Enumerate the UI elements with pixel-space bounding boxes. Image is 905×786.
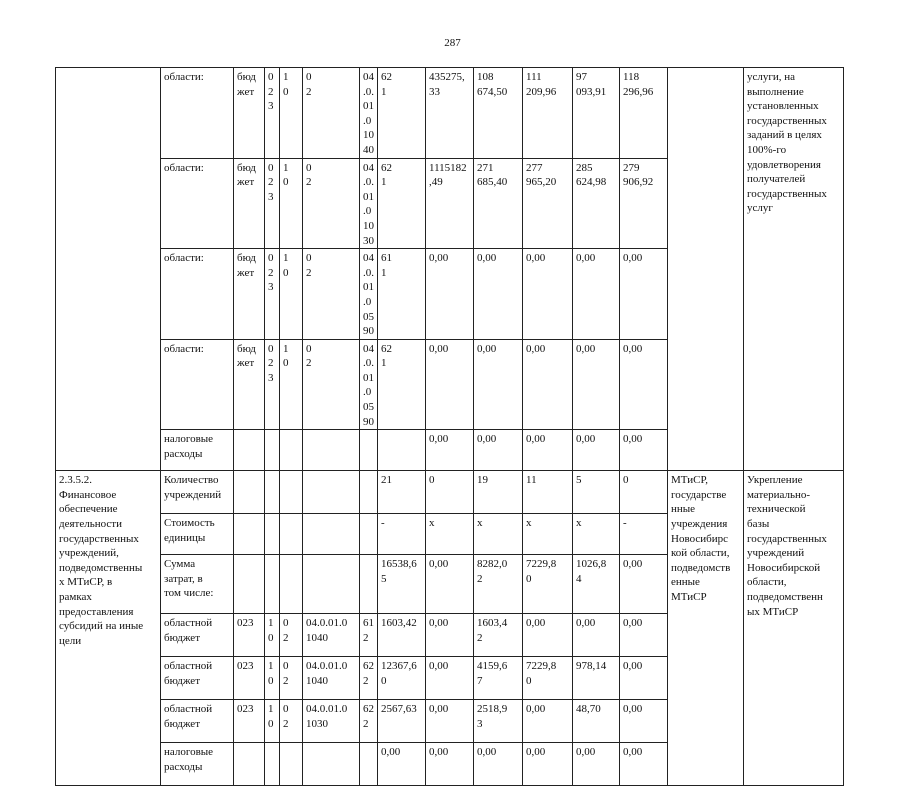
pr-code-cell: 0 2 — [280, 614, 303, 657]
pr-code-cell: 1 0 — [280, 68, 303, 159]
total-cell: 2567,63 — [378, 700, 426, 743]
year-value-cell: 19 — [474, 471, 523, 514]
pr-code-cell: 0 2 — [280, 657, 303, 700]
gr-code-cell: бюджет — [234, 68, 265, 159]
cs-code-cell: 0 2 — [303, 68, 360, 159]
expected-result-cell: Укрепление материально- технической базы государственных учреждений Новосибирской области, подведомственн ых МТиСР — [744, 471, 844, 786]
vr-code-cell — [360, 471, 378, 514]
year-value-cell: 0,00 — [573, 249, 620, 340]
rz-code-cell: 1 0 — [265, 657, 280, 700]
year-value-cell: 0,00 — [426, 555, 474, 614]
indicator-cell: областной бюджет — [161, 657, 234, 700]
year-value-cell: 0 — [620, 471, 668, 514]
indicator-cell: областной бюджет — [161, 700, 234, 743]
year-value-cell: 0,00 — [523, 743, 573, 786]
total-cell — [378, 430, 426, 471]
page-number: 287 — [444, 37, 461, 49]
rz-code-cell: 1 0 — [265, 700, 280, 743]
pr-code-cell — [280, 471, 303, 514]
table-row — [56, 471, 844, 514]
gr-code-cell: 023 — [234, 657, 265, 700]
pr-code-cell: 1 0 — [280, 249, 303, 340]
gr-code-cell — [234, 514, 265, 555]
budget-table — [55, 67, 844, 786]
vr-code-cell: 04.0.01.0 0590 — [360, 339, 378, 430]
total-cell: 62 1 — [378, 68, 426, 159]
rz-code-cell: 023 — [265, 339, 280, 430]
vr-code-cell: 62 2 — [360, 657, 378, 700]
year-value-cell: 0,00 — [474, 430, 523, 471]
total-cell: 0,00 — [378, 743, 426, 786]
total-cell: 16538,6 5 — [378, 555, 426, 614]
pr-code-cell: 1 0 — [280, 339, 303, 430]
year-value-cell: 0,00 — [620, 339, 668, 430]
gr-code-cell — [234, 743, 265, 786]
total-cell: 21 — [378, 471, 426, 514]
gr-code-cell: бюджет — [234, 158, 265, 249]
year-value-cell: 435275, 33 — [426, 68, 474, 159]
indicator-cell: Сумма затрат, в том числе: — [161, 555, 234, 614]
year-value-cell: 0,00 — [620, 249, 668, 340]
source-cell: области: — [161, 249, 234, 340]
rz-code-cell — [265, 430, 280, 471]
year-value-cell: 0,00 — [620, 614, 668, 657]
year-value-cell: x — [523, 514, 573, 555]
indicator-cell: областной бюджет — [161, 614, 234, 657]
source-cell: области: — [161, 339, 234, 430]
pr-code-cell — [280, 555, 303, 614]
year-value-cell: 0,00 — [523, 430, 573, 471]
cs-code-cell — [303, 743, 360, 786]
vr-code-cell — [360, 555, 378, 614]
pr-code-cell — [280, 430, 303, 471]
year-value-cell: 277 965,20 — [523, 158, 573, 249]
vr-code-cell: 62 2 — [360, 700, 378, 743]
vr-code-cell — [360, 430, 378, 471]
year-value-cell: 8282,0 2 — [474, 555, 523, 614]
vr-code-cell: 61 2 — [360, 614, 378, 657]
year-value-cell: 11 — [523, 471, 573, 514]
rz-code-cell: 023 — [265, 249, 280, 340]
year-value-cell: 0,00 — [474, 249, 523, 340]
expected-result-cell: услуги, на выполнение установленных государственных заданий в целях 100%-го удовлетворения получателей государственных услуг — [744, 68, 844, 471]
year-value-cell: 0,00 — [426, 249, 474, 340]
year-value-cell: 0,00 — [426, 339, 474, 430]
indicator-cell: Стоимость единицы — [161, 514, 234, 555]
year-value-cell: 0,00 — [573, 743, 620, 786]
cs-code-cell — [303, 471, 360, 514]
year-value-cell: 0,00 — [523, 700, 573, 743]
year-value-cell: 271 685,40 — [474, 158, 523, 249]
total-cell: - — [378, 514, 426, 555]
vr-code-cell — [360, 743, 378, 786]
gr-code-cell: 023 — [234, 614, 265, 657]
rz-code-cell: 1 0 — [265, 614, 280, 657]
year-value-cell: 118 296,96 — [620, 68, 668, 159]
year-value-cell: - — [620, 514, 668, 555]
year-value-cell: x — [474, 514, 523, 555]
gr-code-cell: бюджет — [234, 249, 265, 340]
year-value-cell: 0,00 — [573, 430, 620, 471]
year-value-cell: 0,00 — [620, 555, 668, 614]
year-value-cell: 0,00 — [474, 339, 523, 430]
year-value-cell: 0,00 — [573, 614, 620, 657]
total-cell: 62 1 — [378, 339, 426, 430]
gr-code-cell — [234, 555, 265, 614]
table-row — [56, 68, 844, 159]
cs-code-cell: 04.0.01.0 1040 — [303, 657, 360, 700]
vr-code-cell: 04.0.01.0 1040 — [360, 68, 378, 159]
year-value-cell: 978,14 — [573, 657, 620, 700]
year-value-cell: 279 906,92 — [620, 158, 668, 249]
year-value-cell: 0,00 — [523, 614, 573, 657]
gr-code-cell: 023 — [234, 700, 265, 743]
pr-code-cell: 1 0 — [280, 158, 303, 249]
year-value-cell: 1026,8 4 — [573, 555, 620, 614]
year-value-cell: 0,00 — [620, 430, 668, 471]
year-value-cell: 0,00 — [474, 743, 523, 786]
year-value-cell: 5 — [573, 471, 620, 514]
year-value-cell: 0,00 — [573, 339, 620, 430]
executor-cell: МТиСР, государстве нные учреждения Новосибирс кой области, подведомств енные МТиСР — [668, 471, 744, 786]
vr-code-cell — [360, 514, 378, 555]
pr-code-cell — [280, 743, 303, 786]
executor-cell — [668, 68, 744, 471]
year-value-cell: 0,00 — [523, 339, 573, 430]
total-cell: 61 1 — [378, 249, 426, 340]
gr-code-cell: бюджет — [234, 339, 265, 430]
year-value-cell: 111 209,96 — [523, 68, 573, 159]
cs-code-cell: 04.0.01.0 1040 — [303, 614, 360, 657]
source-cell: налоговые расходы — [161, 430, 234, 471]
vr-code-cell: 04.0.01.0 0590 — [360, 249, 378, 340]
year-value-cell: 0,00 — [426, 614, 474, 657]
year-value-cell: 0,00 — [620, 657, 668, 700]
total-cell: 12367,6 0 — [378, 657, 426, 700]
year-value-cell: 4159,6 7 — [474, 657, 523, 700]
year-value-cell: x — [426, 514, 474, 555]
section-name-cell: 2.3.5.2. Финансовое обеспечение деятельности государственных учреждений, подведомственны х МТиСР, в рамках предоставления субсидий на иные цели — [56, 471, 161, 786]
rz-code-cell: 023 — [265, 68, 280, 159]
indicator-cell: Количество учреждений — [161, 471, 234, 514]
vr-code-cell: 04.0.01.0 1030 — [360, 158, 378, 249]
rz-code-cell — [265, 471, 280, 514]
cs-code-cell: 0 2 — [303, 249, 360, 340]
year-value-cell: 108 674,50 — [474, 68, 523, 159]
year-value-cell: 0,00 — [426, 700, 474, 743]
year-value-cell: x — [573, 514, 620, 555]
year-value-cell: 7229,8 0 — [523, 657, 573, 700]
gr-code-cell — [234, 430, 265, 471]
gr-code-cell — [234, 471, 265, 514]
year-value-cell: 285 624,98 — [573, 158, 620, 249]
year-value-cell: 0,00 — [620, 743, 668, 786]
rz-code-cell — [265, 743, 280, 786]
cs-code-cell — [303, 430, 360, 471]
total-cell: 1603,42 — [378, 614, 426, 657]
indicator-cell: налоговые расходы — [161, 743, 234, 786]
cs-code-cell: 04.0.01.0 1030 — [303, 700, 360, 743]
year-value-cell: 0,00 — [523, 249, 573, 340]
year-value-cell: 0,00 — [426, 743, 474, 786]
year-value-cell: 2518,9 3 — [474, 700, 523, 743]
rz-code-cell — [265, 514, 280, 555]
rz-code-cell — [265, 555, 280, 614]
rz-code-cell: 023 — [265, 158, 280, 249]
total-cell: 62 1 — [378, 158, 426, 249]
year-value-cell: 0 — [426, 471, 474, 514]
year-value-cell: 97 093,91 — [573, 68, 620, 159]
source-cell: области: — [161, 158, 234, 249]
year-value-cell: 0,00 — [426, 657, 474, 700]
year-value-cell: 1603,4 2 — [474, 614, 523, 657]
year-value-cell: 7229,8 0 — [523, 555, 573, 614]
cs-code-cell — [303, 555, 360, 614]
cs-code-cell: 0 2 — [303, 339, 360, 430]
continued-section-cell — [56, 68, 161, 471]
cs-code-cell — [303, 514, 360, 555]
year-value-cell: 1115182 ,49 — [426, 158, 474, 249]
year-value-cell: 0,00 — [426, 430, 474, 471]
year-value-cell: 0,00 — [620, 700, 668, 743]
pr-code-cell: 0 2 — [280, 700, 303, 743]
year-value-cell: 48,70 — [573, 700, 620, 743]
source-cell: области: — [161, 68, 234, 159]
pr-code-cell — [280, 514, 303, 555]
cs-code-cell: 0 2 — [303, 158, 360, 249]
